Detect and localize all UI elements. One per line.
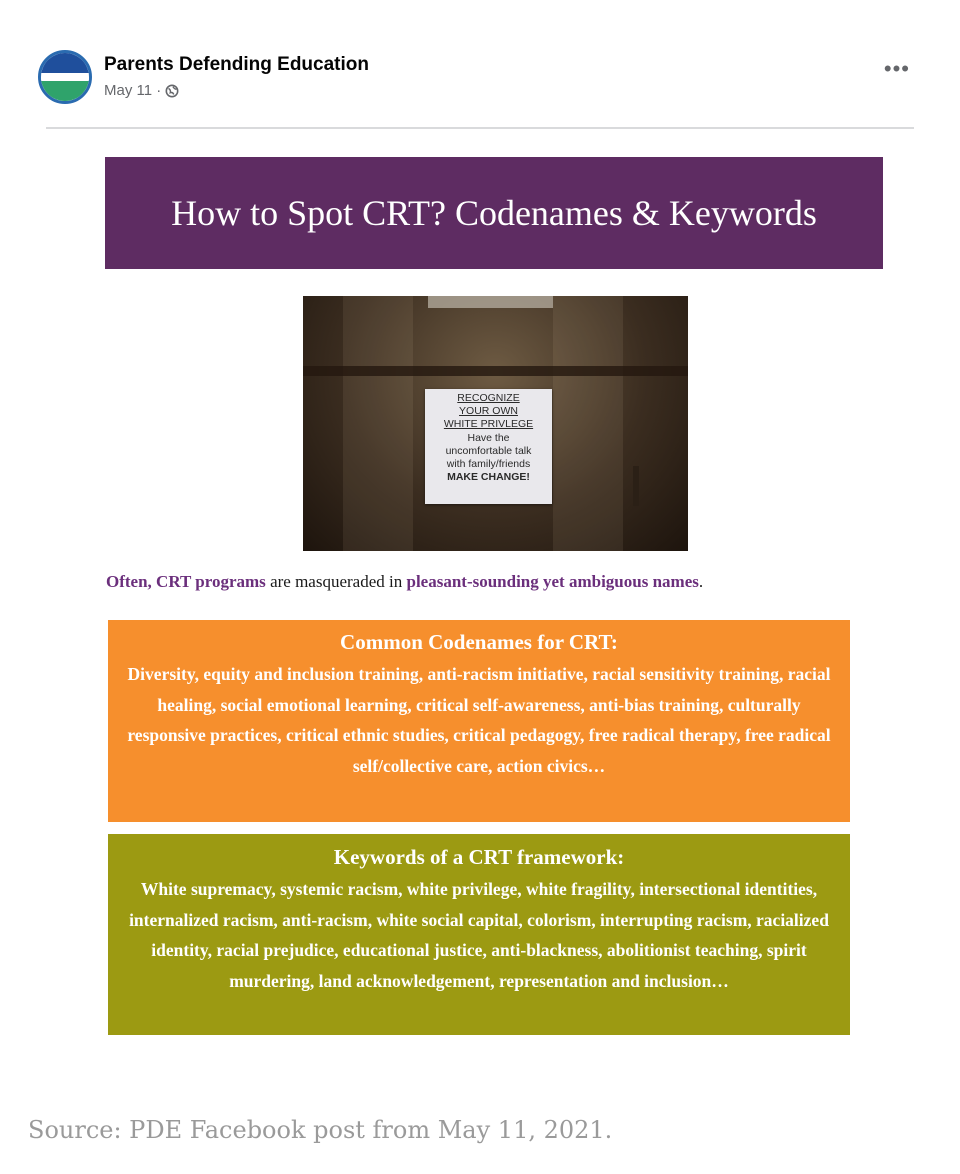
codenames-title: Common Codenames for CRT: bbox=[340, 630, 618, 654]
sign-line: with family/friends bbox=[446, 458, 531, 471]
sign-line: WHITE PRIVLEGE bbox=[443, 418, 534, 431]
graphic-banner-title: How to Spot CRT? Codenames & Keywords bbox=[105, 157, 883, 269]
keywords-body: White supremacy, systemic racism, white privilege, white fragility, intersectional identities, internalized racism, anti-racism, white social capital, colorism, interrupting racism, racialized identity, racial prejudice, educational justice, anti-blackness, abolitionist teaching, spirit murdering, land acknowledgement, representation and inclusion… bbox=[129, 879, 829, 991]
source-caption: Source: PDE Facebook post from May 11, 2021. bbox=[28, 1116, 613, 1144]
globe-icon bbox=[165, 84, 179, 98]
codenames-box bbox=[108, 620, 850, 822]
post-date[interactable]: May 11 · bbox=[104, 82, 162, 99]
sign-note bbox=[425, 389, 552, 504]
keywords-box bbox=[108, 834, 850, 1035]
intro-highlight: pleasant-sounding yet ambiguous names bbox=[406, 572, 699, 591]
keywords-title: Keywords of a CRT framework: bbox=[333, 845, 625, 869]
sign-line: Have the bbox=[467, 431, 510, 444]
sign-line: MAKE CHANGE! bbox=[447, 471, 530, 484]
intro-highlight: Often, CRT programs bbox=[106, 572, 266, 591]
header-divider bbox=[46, 127, 914, 129]
codenames-body: Diversity, equity and inclusion training, anti-racism initiative, racial sensitivity training, racial healing, social emotional learning, critical self-awareness, anti-bias training, culturally responsive practices, critical ethnic studies, critical pedagogy, free radical therapy, free radical self/collective care, action civics… bbox=[127, 664, 831, 776]
author-name[interactable]: Parents Defending Education bbox=[104, 54, 369, 75]
sign-line: RECOGNIZE bbox=[457, 392, 520, 404]
photo-sign-image bbox=[303, 296, 688, 551]
page-avatar[interactable] bbox=[38, 50, 92, 104]
post-meta bbox=[104, 82, 179, 99]
more-options-button[interactable]: ••• bbox=[883, 56, 910, 81]
sign-line: uncomfortable talk bbox=[445, 444, 532, 457]
sign-line: YOUR OWN bbox=[459, 405, 518, 418]
intro-plain: are masqueraded in bbox=[265, 572, 407, 591]
intro-plain: . bbox=[698, 572, 704, 591]
post-header bbox=[38, 48, 918, 108]
intro-text bbox=[106, 572, 896, 592]
